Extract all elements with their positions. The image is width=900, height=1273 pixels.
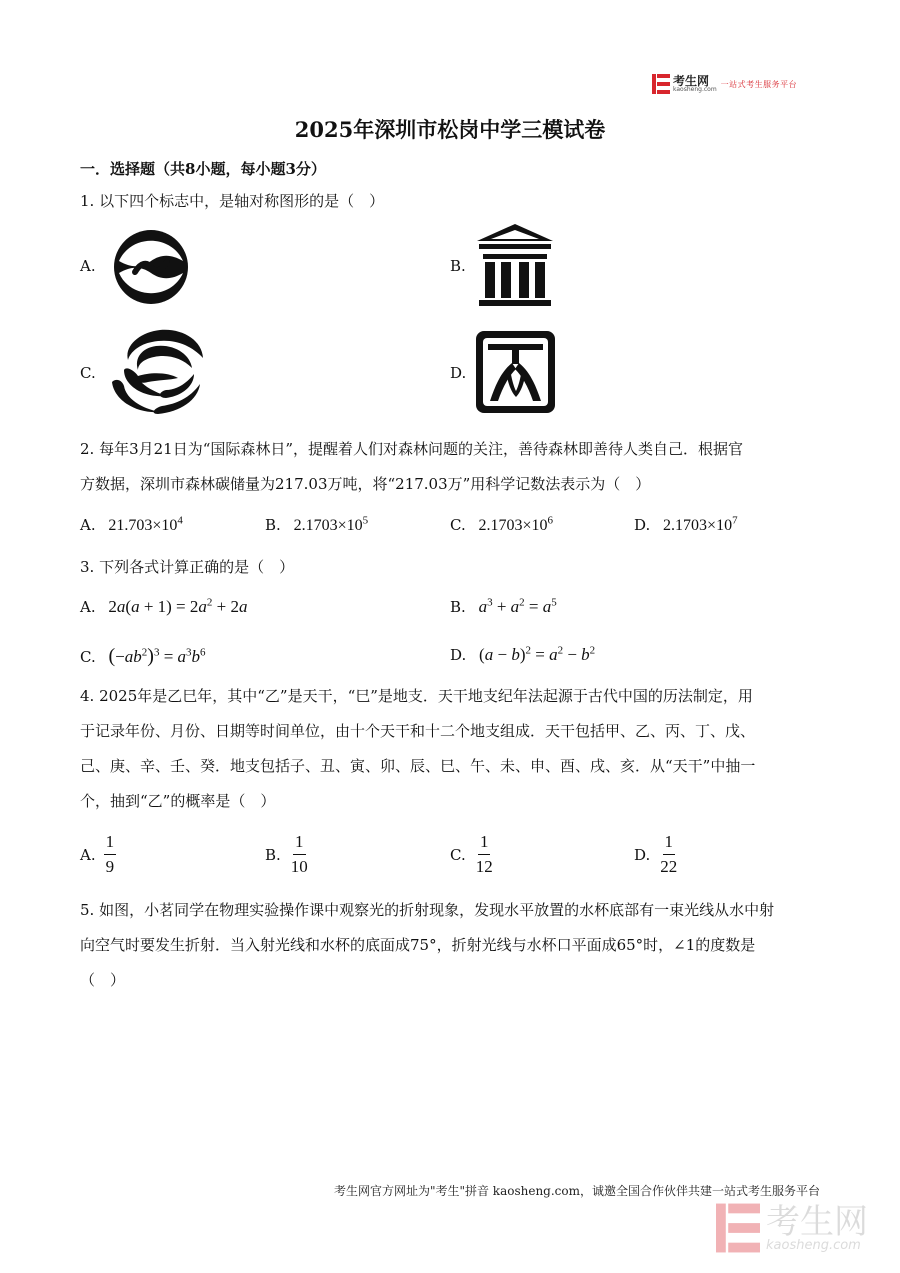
circle-wave-logo-icon — [111, 228, 191, 306]
formula-a: $2a(a + 1) = 2a^2 + 2a$ — [108, 596, 248, 616]
question-5-line-1: 5. 如图，小茗同学在物理实验操作课中观察光的折射现象，发现水平放置的水杯底部有一束光线从水中射 — [80, 901, 775, 919]
watermark-text: 考生网 — [766, 1201, 868, 1242]
option-label: A. — [80, 845, 96, 864]
question-3-option-c — [80, 645, 206, 668]
kaosheng-logo-icon — [652, 74, 670, 94]
option-mantissa: 21.703×10 — [108, 517, 178, 534]
question-1-stem: 1. 以下四个标志中，是轴对称图形的是（ ） — [80, 192, 385, 210]
question-2-option-c — [450, 516, 553, 535]
page-title: 2025年深圳市松岗中学三模试卷 — [294, 117, 606, 142]
watermark — [716, 1203, 868, 1253]
option-exponent: 5 — [362, 514, 369, 527]
question-4-option-b — [265, 832, 310, 877]
question-3-option-d — [450, 645, 595, 665]
numerator: 1 — [663, 832, 676, 855]
question-1-option-a-label: A. — [80, 257, 96, 275]
numerator: 1 — [293, 832, 306, 855]
question-4-line-1: 4. 2025年是乙巳年，其中“乙”是天干，“巳”是地支．天干地支纪年法起源于古代中国的历法制定，用 — [80, 687, 753, 705]
formula-c: $(-ab^2)^3 = a^3b^6$ — [108, 645, 206, 667]
option-exponent: 7 — [732, 514, 738, 527]
option-label: C. — [450, 845, 466, 864]
stamp-logo-icon — [476, 331, 555, 413]
question-2-option-a — [80, 516, 183, 535]
question-1-option-c-label: C. — [80, 364, 96, 382]
swirl-logo-icon — [110, 328, 205, 416]
question-4-line-2: 于记录年份、月份、日期等时间单位，由十个天干和十二个地支组成．天干包括甲、乙、丙、丁、戊、 — [80, 722, 756, 740]
option-label: A. — [80, 516, 96, 534]
header-slogan: 一站式考生服务平台 — [720, 79, 798, 89]
option-label: B. — [265, 516, 281, 534]
fraction — [289, 832, 310, 877]
option-label: D. — [450, 646, 467, 664]
header-logo — [652, 73, 797, 95]
question-4-option-d — [634, 832, 679, 877]
question-4-option-a — [80, 832, 116, 877]
fraction — [474, 832, 495, 877]
question-3-stem: 3. 下列各式计算正确的是（ ） — [80, 558, 295, 576]
question-1-option-d-label: D. — [450, 364, 467, 382]
option-label: B. — [450, 598, 466, 616]
denominator: 22 — [660, 857, 678, 876]
question-1-option-b-label: B. — [450, 257, 466, 275]
option-label: C. — [450, 516, 466, 534]
question-2-line-1: 2. 每年3月21日为“国际森林日”，提醒着人们对森林问题的关注，善待森林即善待人类自己．根据官 — [80, 440, 744, 458]
option-label: D. — [634, 516, 651, 534]
question-3-option-b — [450, 597, 557, 617]
question-4-line-3: 己、庚、辛、壬、癸．地支包括子、丑、寅、卯、辰、巳、午、未、申、酉、戌、亥．从“天干”中抽一 — [80, 757, 756, 775]
question-4-option-c — [450, 832, 495, 877]
option-mantissa: 2.1703×10 — [663, 517, 733, 534]
formula-d: $(a - b)^2 = a^2 - b^2$ — [479, 644, 596, 664]
logo-subtext: kaosheng.com — [673, 86, 717, 93]
formula-b: $a^3 + a^2 = a^5$ — [478, 596, 557, 616]
fraction — [658, 832, 679, 877]
watermark-logo-icon — [716, 1203, 760, 1253]
logo-text: 考生网 — [673, 74, 710, 88]
option-exponent: 6 — [547, 514, 554, 527]
denominator: 12 — [475, 857, 493, 876]
numerator: 1 — [478, 832, 491, 855]
option-label: C. — [80, 648, 96, 666]
denominator: 10 — [290, 857, 308, 876]
question-3-option-a — [80, 597, 248, 617]
option-label: A. — [80, 598, 96, 616]
watermark-subtext: kaosheng.com — [766, 1237, 861, 1253]
denominator: 9 — [105, 857, 115, 876]
temple-logo-icon — [475, 224, 555, 306]
question-4-line-4: 个，抽到“乙”的概率是（ ） — [80, 792, 276, 810]
question-2-option-d — [634, 516, 738, 535]
fraction — [104, 832, 117, 877]
option-exponent: 4 — [177, 514, 183, 527]
option-label: D. — [634, 845, 651, 864]
question-5-line-3: （ ） — [80, 971, 126, 989]
question-2-line-2: 方数据，深圳市森林碳储量为217.03万吨，将“217.03万”用科学记数法表示为（ ） — [80, 475, 651, 493]
option-mantissa: 2.1703×10 — [293, 517, 363, 534]
question-5-line-2: 向空气时要发生折射．当入射光线和水杯的底面成75°，折射光线与水杯口平面成65°时，∠1的度数是 — [80, 936, 756, 954]
option-label: B. — [265, 845, 281, 864]
section-heading: 一．选择题（共8小题，每小题3分） — [80, 160, 326, 178]
option-mantissa: 2.1703×10 — [478, 517, 548, 534]
question-2-option-b — [265, 516, 368, 535]
numerator: 1 — [104, 832, 117, 855]
footer-text: 考生网官方网址为"考生"拼音 kaosheng.com，诚邀全国合作伙伴共建一站式考生服务平台 — [333, 1184, 820, 1198]
